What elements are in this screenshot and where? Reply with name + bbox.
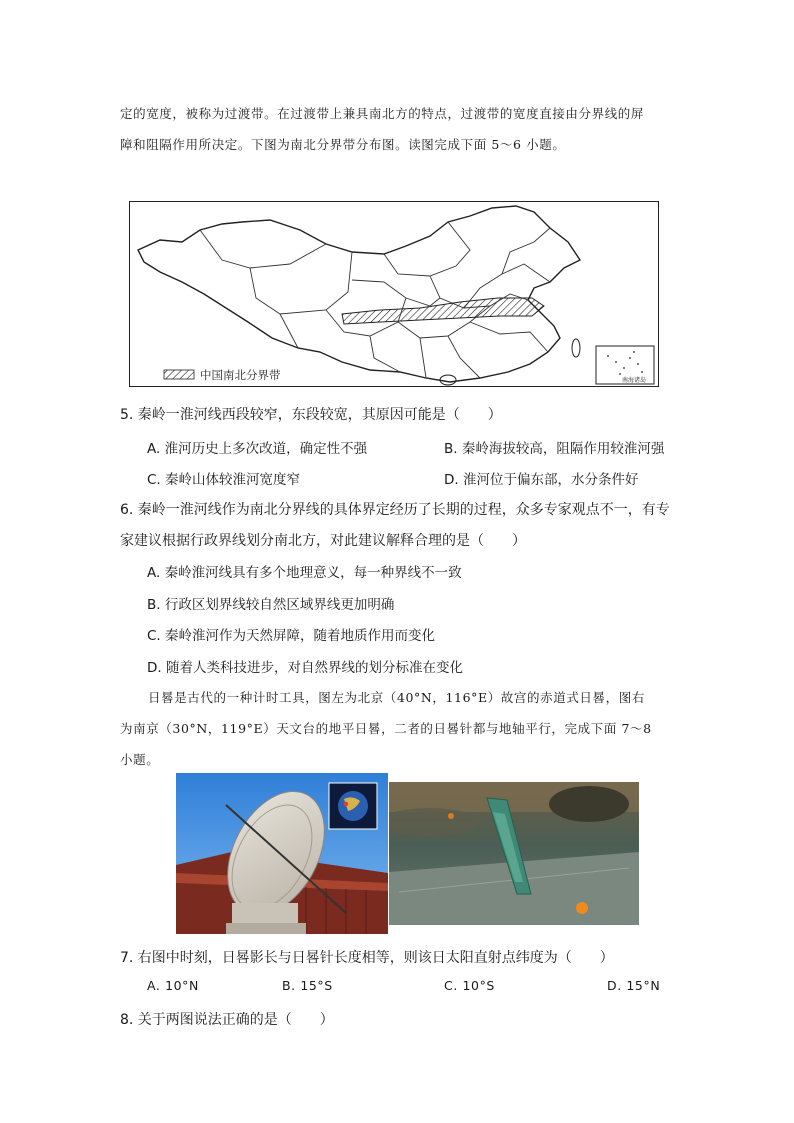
intro-paragraph-line: 为南京（30°N，119°E）天文台的地平日晷，二者的日晷针都与地轴平行，完成下面 7～8 — [120, 721, 652, 736]
north-south-boundary-map — [129, 201, 659, 387]
horizontal-sundial-photo — [389, 782, 639, 925]
question-5-option-b[interactable]: B. 秦岭海拔较高，阻隔作用较淮河强 — [444, 441, 665, 457]
question-8-stem: 8. 关于两图说法正确的是（ ） — [120, 1012, 334, 1028]
question-7-option-b[interactable]: B. 15°S — [282, 978, 333, 993]
equatorial-sundial-photo — [176, 773, 388, 934]
intro-paragraph-line: 定的宽度，被称为过渡带。在过渡带上兼具南北方的特点，过渡带的宽度直接由分界线的屏 — [120, 106, 645, 121]
question-7-option-d[interactable]: D. 15°N — [607, 978, 661, 993]
question-6-stem-line: 6. 秦岭一淮河线作为南北分界线的具体界定经历了长期的过程，众多专家观点不一，有专 — [120, 502, 670, 518]
intro-paragraph-line: 小题。 — [120, 752, 160, 767]
question-6-stem-line: 家建议根据行政界线划分南北方，对此建议解释合理的是（ ） — [120, 533, 526, 549]
question-5-stem: 5. 秦岭一淮河线西段较窄，东段较宽，其原因可能是（ ） — [120, 407, 502, 423]
question-6-option-d[interactable]: D. 随着人类科技进步，对自然界线的划分标准在变化 — [147, 660, 463, 676]
question-6-option-b[interactable]: B. 行政区划界线较自然区域界线更加明确 — [147, 597, 395, 613]
question-7-option-a[interactable]: A. 10°N — [147, 978, 199, 993]
taiwan-island — [572, 339, 580, 357]
intro-paragraph-line: 日晷是古代的一种计时工具，图左为北京（40°N，116°E）故宫的赤道式日晷，图右 — [148, 690, 645, 705]
question-5-option-c[interactable]: C. 秦岭山体较淮河宽度窄 — [147, 472, 301, 488]
question-6-option-c[interactable]: C. 秦岭淮河作为天然屏障，随着地质作用而变化 — [147, 628, 436, 644]
china-map-drawing — [130, 202, 658, 386]
intro-paragraph-line: 障和阻隔作用所决定。下图为南北分界带分布图。读图完成下面 5～6 小题。 — [120, 137, 566, 152]
hainan-island — [440, 375, 456, 385]
question-5-option-a[interactable]: A. 淮河历史上多次改道，确定性不强 — [147, 441, 368, 457]
question-7-option-c[interactable]: C. 10°S — [444, 978, 495, 993]
china-outline — [138, 206, 580, 382]
question-6-option-a[interactable]: A. 秦岭淮河线具有多个地理意义，每一种界线不一致 — [147, 565, 462, 581]
boundary-band — [342, 298, 544, 324]
question-5-option-d[interactable]: D. 淮河位于偏东部，水分条件好 — [444, 472, 639, 488]
inset-label: 南海诸岛 — [622, 377, 647, 384]
legend-label: 中国南北分界带 — [200, 368, 281, 382]
legend-swatch — [164, 370, 194, 379]
question-7-stem: 7. 右图中时刻，日晷影长与日晷针长度相等，则该日太阳直射点纬度为（ ） — [120, 950, 614, 966]
